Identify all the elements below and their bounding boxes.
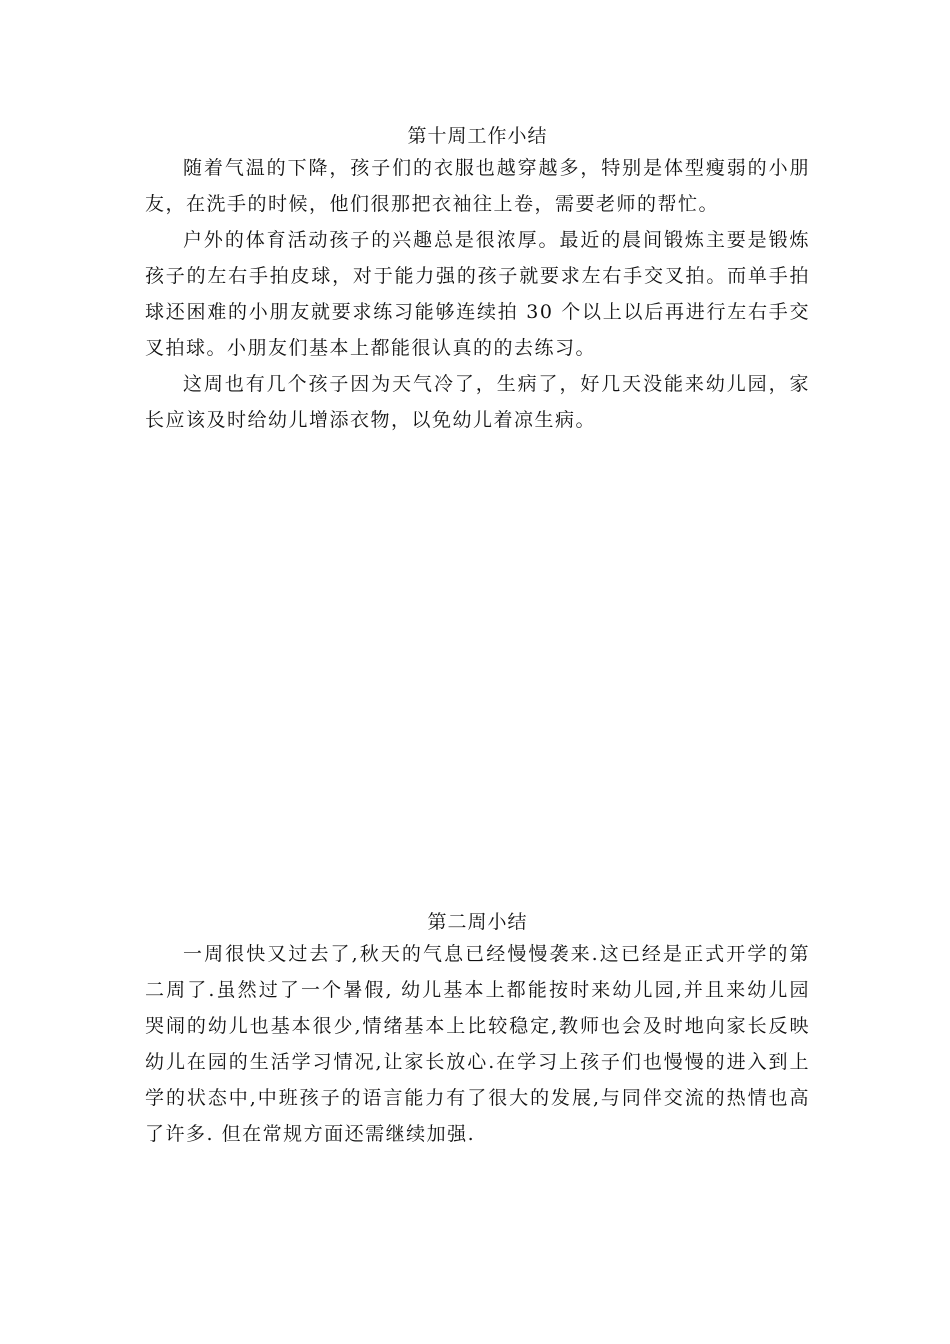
- paragraph: 一周很快又过去了,秋天的气息已经慢慢袭来.这已经是正式开学的第二周了.虽然过了一个暑假, 幼儿基本上都能按时来幼儿园,并且来幼儿园哭闹的幼儿也基本很少,情绪基本上比较稳定,教师也会及时地向家长反映幼儿在园的生活学习情况,让家长放心.在学习上孩子们也慢慢的进入到上学的状态中,中班孩子的语言能力有了很大的发展,与同伴交流的热情也高了许多. 但在常规方面还需继续加强.: [145, 943, 810, 1145]
- section-title: 第十周工作小结: [407, 125, 548, 147]
- paragraph: 户外的体育活动孩子的兴趣总是很浓厚。最近的晨间锻炼主要是锻炼孩子的左右手拍皮球，对于能力强的孩子就要求左右手交叉拍。而单手拍球还困难的小朋友就要求练习能够连续拍 30 个以上以后再进行左右手交叉拍球。小朋友们基本上都能很认真的的去练习。: [145, 229, 810, 359]
- section-title: 第二周小结: [427, 911, 528, 933]
- paragraph: 这周也有几个孩子因为天气冷了，生病了，好几天没能来幼儿园，家长应该及时给幼儿增添衣物，以免幼儿着凉生病。: [145, 373, 810, 431]
- section-week-two-summary: [145, 908, 810, 1152]
- section-week-ten-summary: [145, 122, 810, 438]
- paragraph: 随着气温的下降，孩子们的衣服也越穿越多，特别是体型瘦弱的小朋友，在洗手的时候，他们很那把衣袖往上卷，需要老师的帮忙。: [145, 157, 810, 215]
